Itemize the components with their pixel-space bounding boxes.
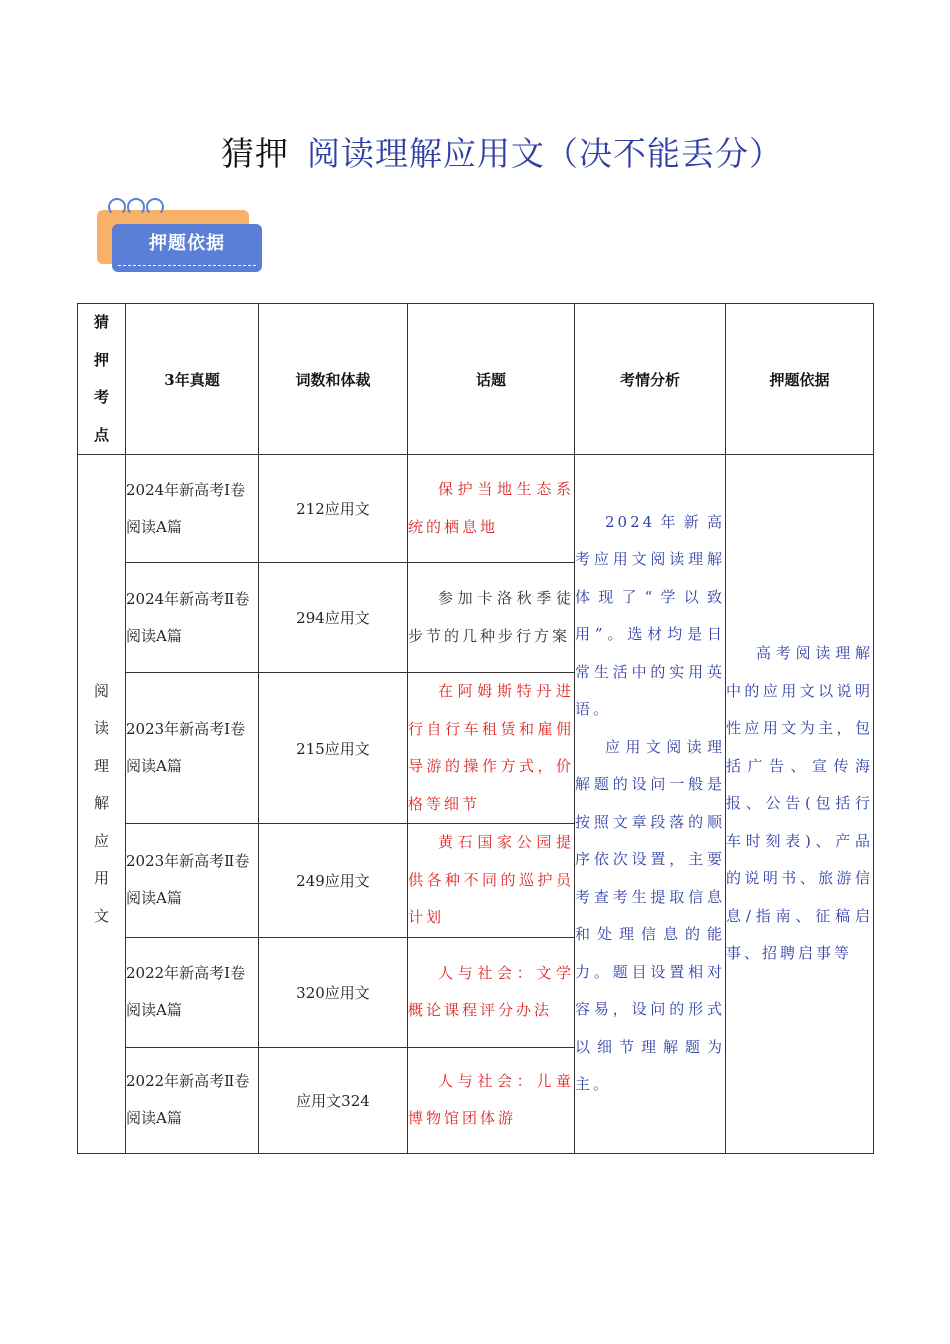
title-prefix: 猜押 <box>221 134 289 173</box>
badge-rings-icon <box>108 196 168 216</box>
badge-label: 押题依据 <box>149 233 225 254</box>
words-cell: 249应用文 <box>259 824 408 938</box>
topic-cell: 黄石国家公园提供各种不同的巡护员计划 <box>408 824 575 938</box>
words-cell: 212应用文 <box>259 455 408 563</box>
table-row <box>78 455 874 563</box>
topic-cell: 保护当地生态系统的栖息地 <box>408 455 575 563</box>
paper-cell: 2024年新高考Ⅰ卷阅读A篇 <box>126 455 259 563</box>
header-words: 词数和体裁 <box>259 304 408 455</box>
badge-dashed-line <box>118 265 256 266</box>
exam-analysis-table <box>77 303 874 1154</box>
topic-cell: 参加卡洛秋季徒步节的几种步行方案 <box>408 563 575 673</box>
page-title <box>0 128 950 175</box>
section-badge <box>95 196 270 280</box>
paper-cell: 2022年新高考Ⅱ卷阅读A篇 <box>126 1047 259 1153</box>
paper-cell: 2023年新高考Ⅰ卷阅读A篇 <box>126 673 259 824</box>
table-header-row <box>78 304 874 455</box>
words-cell: 294应用文 <box>259 563 408 673</box>
badge-label-box <box>112 224 262 272</box>
category-cell: 阅 读 理 解 应 用 文 <box>78 455 126 1154</box>
basis-cell: 高考阅读理解中的应用文以说明性应用文为主，包括广告、宣传海报、公告(包括行车时刻表)、产品的说明书、旅游信息/指南、征稿启事、招聘启事等 <box>726 455 874 1154</box>
words-cell: 215应用文 <box>259 673 408 824</box>
paper-cell: 2022年新高考Ⅰ卷阅读A篇 <box>126 937 259 1047</box>
analysis-paragraph: 2024年新高考应用文阅读理解体现了“学以致用”。选材均是日常生活中的实用英语。 <box>575 512 725 719</box>
topic-cell: 人与社会：儿童博物馆团体游 <box>408 1047 575 1153</box>
words-cell: 应用文324 <box>259 1047 408 1153</box>
topic-cell: 在阿姆斯特丹进行自行车租赁和雇佣导游的操作方式，价格等细节 <box>408 673 575 824</box>
topic-cell: 人与社会：文学概论课程评分办法 <box>408 937 575 1047</box>
title-main: 阅读理解应用文（决不能丢分） <box>307 134 783 173</box>
header-papers: 3年真题 <box>126 304 259 455</box>
header-analysis: 考情分析 <box>575 304 726 455</box>
header-basis: 押题依据 <box>726 304 874 455</box>
words-cell: 320应用文 <box>259 937 408 1047</box>
paper-cell: 2023年新高考Ⅱ卷阅读A篇 <box>126 824 259 938</box>
header-point: 猜 押 考 点 <box>78 304 126 455</box>
analysis-cell <box>575 455 726 1154</box>
analysis-paragraph: 应用文阅读理解题的设问一般是按照文章段落的顺序依次设置，主要考查考生提取信息和处理信息的能力。题目设置相对容易，设问的形式以细节理解题为主。 <box>575 737 725 1094</box>
header-topic: 话题 <box>408 304 575 455</box>
paper-cell: 2024年新高考Ⅱ卷阅读A篇 <box>126 563 259 673</box>
